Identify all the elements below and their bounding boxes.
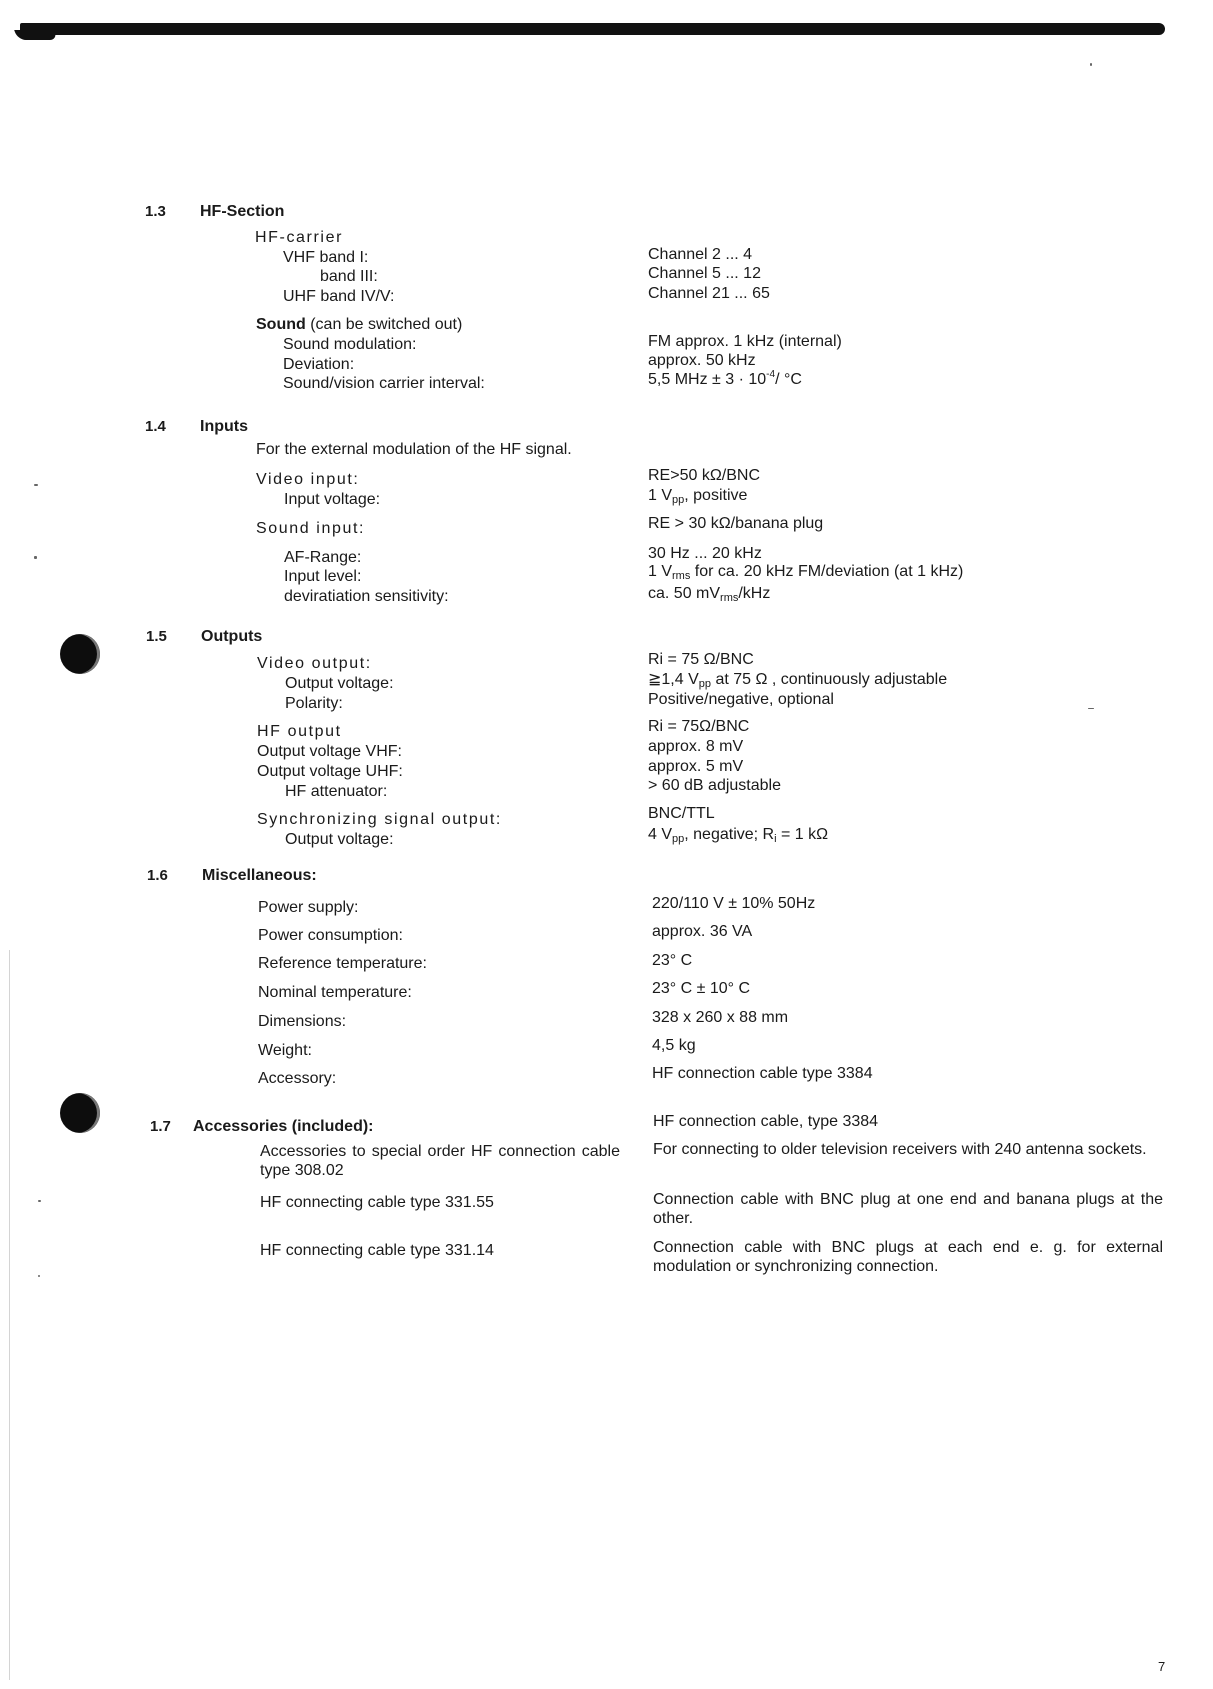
section-title: Miscellaneous: (202, 867, 317, 884)
spec-label: Power supply: (258, 899, 359, 916)
spec-value: 23° C (652, 952, 693, 969)
value-part: 4 V (648, 826, 673, 843)
spec-value: RE>50 kΩ/BNC (648, 467, 760, 484)
spec-intro: For the external modulation of the HF signal. (256, 441, 572, 458)
spec-label: HF output (257, 723, 342, 740)
value-part: = 1 kΩ (776, 826, 829, 843)
spec-value: 4,5 kg (652, 1037, 696, 1054)
spec-value: 220/110 V ± 10% 50Hz (652, 895, 816, 912)
spec-value: Ri = 75 Ω/BNC (648, 651, 754, 668)
top-rule-bar (20, 23, 1165, 35)
punch-hole-lower (60, 1093, 100, 1133)
value-subscript: rms (720, 592, 739, 604)
spec-value: 30 Hz ... 20 kHz (648, 545, 762, 562)
spec-label: Video output: (257, 655, 372, 672)
value-part: 1 V (648, 487, 673, 504)
section-number: 1.3 (145, 203, 166, 220)
spec-label: Video input: (256, 471, 360, 488)
spec-label: VHF band I: (283, 249, 369, 266)
accessory-description: Connection cable with BNC plugs at each end e. g. for external modulation or synchronizing connection. (653, 1239, 1163, 1275)
section-title: Accessories (included): (193, 1118, 374, 1135)
spec-label: band III: (320, 268, 378, 285)
scan-speck (38, 1275, 40, 1277)
sound-note: (can be switched out) (305, 316, 463, 333)
section-number: 1.5 (146, 628, 167, 645)
spec-label: Output voltage VHF: (257, 743, 402, 760)
accessory-label: Accessories to special order HF connection cable type 308.02 (260, 1143, 620, 1179)
spec-value: 23° C ± 10° C (652, 980, 751, 997)
section-title: HF-Section (200, 203, 285, 220)
spec-value: Ri = 75Ω/BNC (648, 718, 750, 735)
spec-value: Positive/negative, optional (648, 691, 834, 708)
accessory-description: For connecting to older television receivers with 240 antenna sockets. (653, 1141, 1147, 1158)
value-part: / °C (775, 371, 802, 388)
spec-label: Power consumption: (258, 927, 403, 944)
value-subscript: i (774, 833, 777, 845)
spec-value (648, 584, 770, 605)
spec-label: Nominal temperature: (258, 984, 412, 1001)
top-rule-tail (14, 30, 58, 40)
value-part: at 75 Ω , continuously adjustable (711, 671, 948, 688)
section-number: 1.7 (150, 1118, 171, 1135)
value-part: 5,5 MHz ± 3 · 10 (648, 371, 767, 388)
spec-label: Dimensions: (258, 1013, 347, 1030)
scan-speck (1088, 708, 1094, 709)
spec-label: HF attenuator: (285, 783, 388, 800)
spec-value: > 60 dB adjustable (648, 777, 781, 794)
spec-label: Sound/vision carrier interval: (283, 375, 485, 392)
spec-label: Deviation: (283, 356, 355, 373)
spec-label: deviratiation sensitivity: (284, 588, 449, 605)
spec-label: Sound input: (256, 520, 366, 537)
page-number: 7 (1158, 1659, 1166, 1674)
value-part: /kHz (738, 585, 771, 602)
spec-label: Output voltage: (285, 675, 394, 692)
spec-label: Output voltage: (285, 831, 394, 848)
value-part: for ca. 20 kHz FM/deviation (at 1 kHz) (690, 563, 964, 580)
spec-label: UHF band IV/V: (283, 288, 395, 305)
spec-value: HF connection cable, type 3384 (653, 1113, 879, 1130)
value-subscript: rms (672, 570, 691, 582)
spec-label: Output voltage UHF: (257, 763, 403, 780)
scan-speck (34, 484, 38, 486)
value-part: , negative; R (684, 826, 775, 843)
spec-value: Channel 21 ... 65 (648, 285, 770, 302)
scan-margin-line (9, 950, 10, 1680)
spec-group-heading (256, 315, 462, 334)
value-part: ca. 50 mV (648, 585, 721, 602)
spec-value (648, 825, 828, 846)
spec-label: Reference temperature: (258, 955, 427, 972)
accessory-label: HF connecting cable type 331.14 (260, 1242, 494, 1259)
spec-label: Synchronizing signal output: (257, 811, 502, 828)
spec-label: AF-Range: (284, 549, 362, 566)
spec-value: approx. 8 mV (648, 738, 744, 755)
spec-label: Input voltage: (284, 491, 381, 508)
accessory-label: HF connecting cable type 331.55 (260, 1194, 494, 1211)
section-number: 1.6 (147, 867, 168, 884)
accessory-description: Connection cable with BNC plug at one end and banana plugs at the other. (653, 1191, 1163, 1227)
value-subscript: pp (698, 678, 712, 690)
spec-value: approx. 5 mV (648, 758, 744, 775)
spec-value (648, 562, 963, 583)
section-title: Outputs (201, 628, 263, 645)
spec-value: FM approx. 1 kHz (internal) (648, 333, 842, 350)
spec-value: HF connection cable type 3384 (652, 1065, 873, 1082)
spec-value (648, 670, 947, 691)
value-part: , positive (684, 487, 748, 504)
sound-bold-label: Sound (256, 316, 306, 333)
value-part: 1 V (648, 563, 673, 580)
spec-value: approx. 50 kHz (648, 352, 756, 369)
spec-value: approx. 36 VA (652, 923, 753, 940)
spec-value: BNC/TTL (648, 805, 715, 822)
section-number: 1.4 (145, 418, 166, 435)
value-superscript: -4 (766, 369, 776, 380)
value-subscript: pp (672, 833, 685, 845)
section-title: Inputs (200, 418, 248, 435)
value-subscript: pp (672, 494, 685, 506)
spec-label: HF-carrier (255, 229, 343, 246)
punch-hole-upper (60, 634, 100, 674)
scan-speck (38, 1200, 41, 1202)
value-part: ≧1,4 V (648, 671, 699, 688)
spec-value (648, 486, 747, 507)
spec-label: Sound modulation: (283, 336, 417, 353)
scan-speck (34, 556, 37, 559)
spec-value: Channel 5 ... 12 (648, 265, 761, 282)
spec-label: Polarity: (285, 695, 343, 712)
spec-value: RE > 30 kΩ/banana plug (648, 515, 824, 532)
spec-label: Input level: (284, 568, 362, 585)
spec-label: Accessory: (258, 1070, 337, 1087)
spec-value: Channel 2 ... 4 (648, 246, 753, 263)
scan-speck (1090, 63, 1092, 66)
spec-value: 328 x 260 x 88 mm (652, 1009, 789, 1026)
spec-value (648, 370, 802, 391)
spec-label: Weight: (258, 1042, 312, 1059)
